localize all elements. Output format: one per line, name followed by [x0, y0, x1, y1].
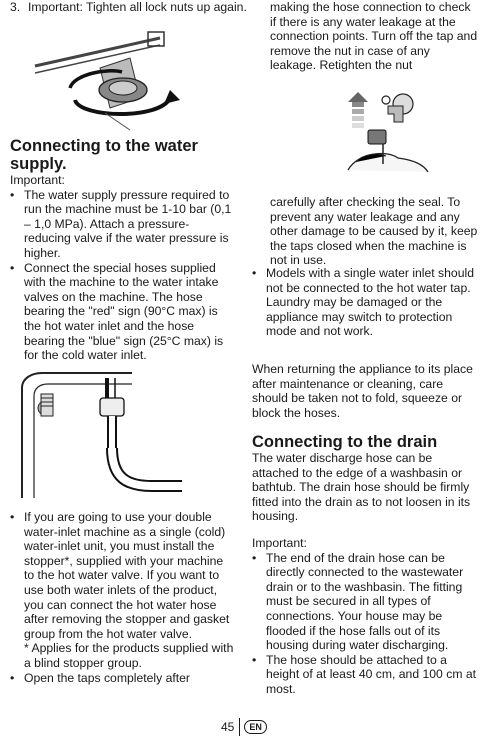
language-badge: EN — [244, 720, 267, 734]
important-label: Important: — [10, 173, 65, 187]
bullet-hoses: • Connect the special hoses supplied with the machine to the water intake valves on the machine. The hose bearing the "red" sign (90°C max) is the hot water inlet and the hose bearing the "blue" sign (25°C max) is for the cold water inlet. — [10, 261, 236, 363]
machine-inlet-illustration — [12, 368, 192, 498]
bullet-pressure: • The water supply pressure required to run the machine must be 1-10 bar (0,1 – 1,0 MPa). Attach a pressure-reducing valve if the water pressure is higher. — [10, 188, 236, 261]
lower-left-section — [10, 510, 236, 685]
bullet-drain-height: • The hose should be attached to a height of at least 40 cm, and 100 cm at most. — [252, 653, 478, 697]
lower-bullets-2 — [10, 671, 236, 686]
step-number: 3. — [10, 0, 21, 14]
tap-check-illustration — [328, 92, 438, 192]
footnote: * Applies for the products supplied with a blind stopper group. — [24, 641, 234, 670]
models-bullet-list — [252, 266, 478, 339]
bullet-single-inlet: • If you are going to use your double water-inlet machine as a single (cold) water-inlet unit, you must install the stopper*, supplied with your machine to the hot water valve. If you want to use both water inlets of the product, you can connect the hot water hose after removing the stopper and gasket group from the hot water valve. — [10, 510, 236, 641]
water-heading: Connecting to the water supply. — [10, 137, 198, 173]
drain-section — [252, 433, 478, 524]
important-label-drain: Important: — [252, 536, 307, 550]
continued-text-2: carefully after checking the seal. To prevent any water leakage and any other damage to be caused by it, keep the taps closed when the machine is not in use. — [270, 195, 478, 268]
bullet-drain-end: • The end of the drain hose can be directly connected to the wastewater drain or to the washbasin. The fitting must be secured in all types of connections. Your house may be flooded if the hose falls out of its housing during water discharging. — [252, 551, 478, 653]
returning-text: When returning the appliance to its place after maintenance or cleaning, care should be taken not to fold, squeeze or block the hoses. — [252, 362, 473, 420]
continued-text-1: making the hose connection to check if there is any water leakage at the connection points. Turn off the tap and remove the nut in case of any leakage. Retighten the nut — [270, 0, 478, 73]
bullet-models: • Models with a single water inlet should not be connected to the hot water tap. Laundry may be damaged or the appliance may switch to protection mode and not work. — [252, 266, 478, 339]
drain-heading: Connecting to the drain — [252, 433, 438, 451]
water-bullets — [10, 188, 236, 363]
step-text: Important: Tighten all lock nuts up again. — [28, 0, 247, 14]
lower-bullets — [10, 510, 236, 641]
drain-important — [252, 536, 478, 697]
page-number: 45 — [221, 720, 235, 734]
footer-divider — [239, 718, 240, 736]
bullet-open-taps: • Open the taps completely after — [10, 671, 236, 686]
water-section — [10, 137, 236, 363]
step-3 — [10, 0, 254, 15]
page-footer — [221, 718, 267, 736]
drain-bullets — [252, 551, 478, 697]
drain-text: The water discharge hose can be attached to the edge of a washbasin or bathtub. The drain hose should be firmly fitted into the drain as to not loosen in its housing. — [252, 451, 471, 524]
lock-nut-illustration — [30, 28, 220, 133]
